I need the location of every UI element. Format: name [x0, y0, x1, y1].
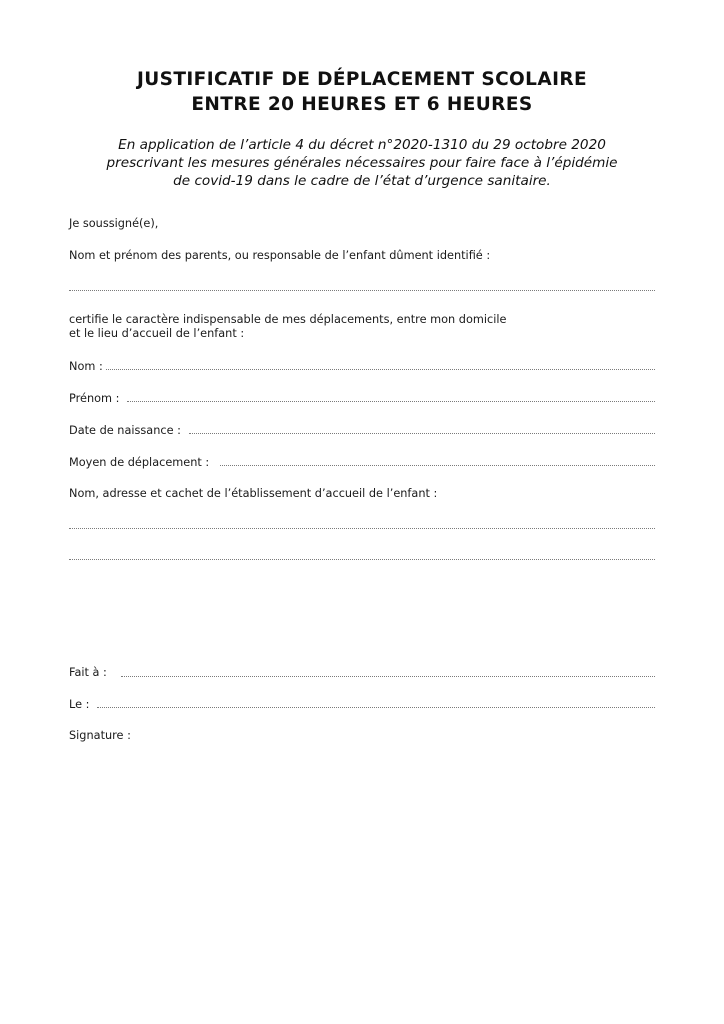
parents-field-line[interactable]: [69, 290, 655, 291]
transport-label: Moyen de déplacement :: [69, 456, 210, 469]
signature-label: Signature :: [69, 729, 131, 742]
intro-line-1: En application de l’article 4 du décret n°2020-1310 du 29 octobre 2020: [118, 137, 606, 153]
document-title-line-1: JUSTIFICATIF DE DÉPLACEMENT SCOLAIRE: [136, 69, 588, 90]
place-label: Fait à :: [69, 666, 107, 679]
nom-label: Nom :: [69, 360, 103, 373]
transport-field-line[interactable]: [220, 465, 655, 466]
prenom-field-line[interactable]: [127, 401, 655, 402]
parents-label: Nom et prénom des parents, ou responsable de l’enfant dûment identifié :: [69, 249, 491, 262]
certify-line-2: et le lieu d’accueil de l’enfant :: [69, 327, 245, 340]
undersigned-label: Je soussigné(e),: [69, 217, 159, 230]
place-field-line[interactable]: [121, 676, 655, 677]
date-label: Le :: [69, 698, 90, 711]
document-title-line-2: ENTRE 20 HEURES ET 6 HEURES: [191, 94, 533, 115]
school-label: Nom, adresse et cachet de l’établissement d’accueil de l’enfant :: [69, 487, 438, 500]
date-field-line[interactable]: [97, 707, 655, 708]
birthdate-label: Date de naissance :: [69, 424, 181, 437]
intro-line-2: prescrivant les mesures générales nécessaires pour faire face à l’épidémie: [106, 155, 618, 171]
signature-area[interactable]: [69, 748, 655, 898]
birthdate-field-line[interactable]: [189, 433, 655, 434]
prenom-label: Prénom :: [69, 392, 120, 405]
certify-line-1: certifie le caractère indispensable de mes déplacements, entre mon domicile: [69, 313, 507, 326]
school-field-line-2[interactable]: [69, 559, 655, 560]
school-field-line-1[interactable]: [69, 528, 655, 529]
intro-line-3: de covid-19 dans le cadre de l’état d’urgence sanitaire.: [173, 173, 551, 189]
nom-field-line[interactable]: [106, 369, 655, 370]
